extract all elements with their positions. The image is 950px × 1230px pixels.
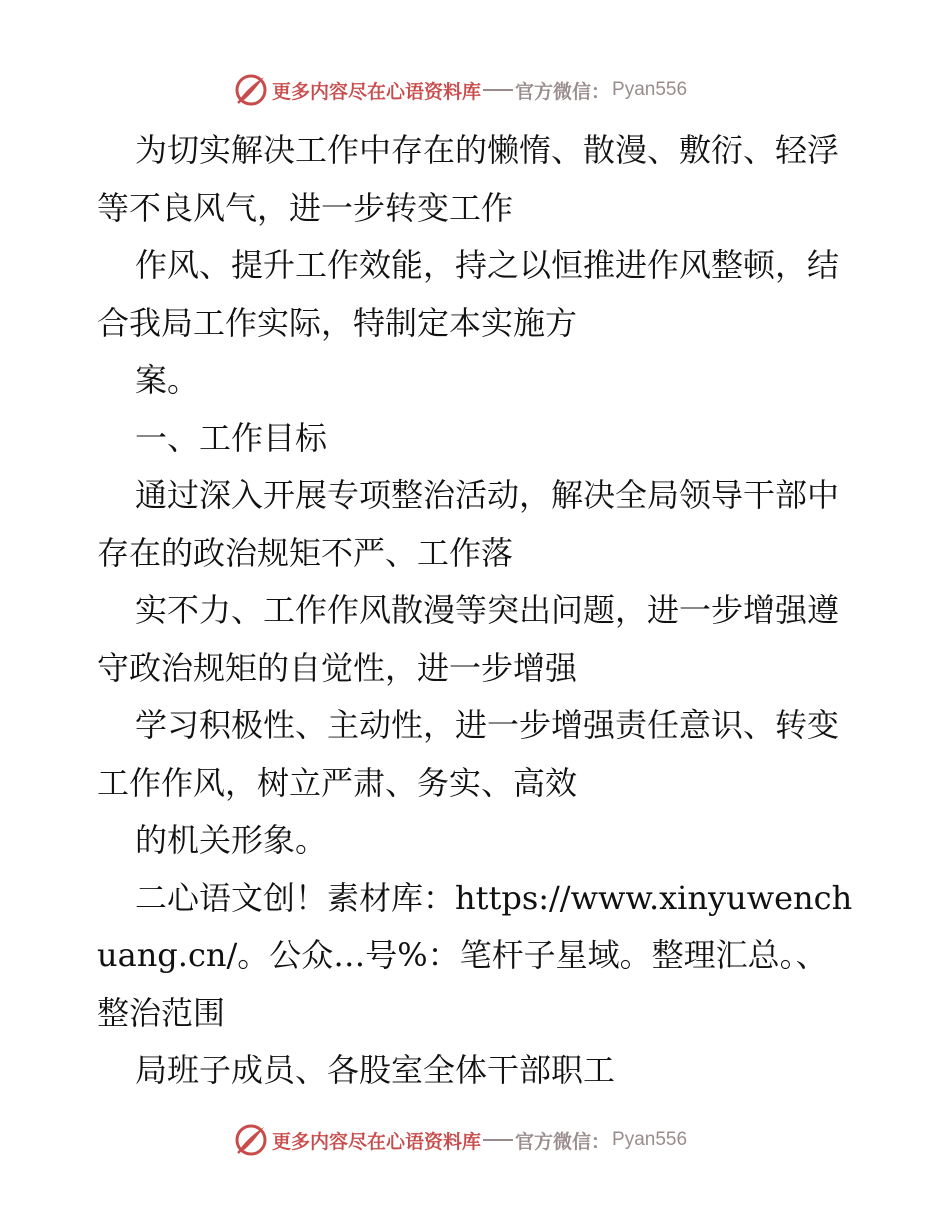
banner-dash xyxy=(483,1139,513,1141)
banner-wechat-label: 官方微信： xyxy=(515,1130,611,1153)
banner-wechat-label: 官方微信： xyxy=(515,80,611,103)
paragraph: 通过深入开展专项整治活动，解决全局领导干部中存在的政治规矩不严、工作落 xyxy=(97,476,840,572)
header-banner xyxy=(234,72,687,108)
footer-banner xyxy=(234,1122,687,1158)
banner-wechat-id: Pyan556 xyxy=(612,1129,688,1150)
section-heading: 一、工作目标 xyxy=(135,418,328,457)
banner-title: 更多内容尽在心语资料库 xyxy=(272,80,482,103)
quill-logo-icon xyxy=(234,1123,268,1157)
document-body xyxy=(97,122,857,1100)
paragraph: 学习积极性、主动性，进一步增强责任意识、转变工作作风，树立严肃、务实、高效 xyxy=(97,706,840,802)
banner-wechat-id: Pyan556 xyxy=(612,79,688,100)
banner-title: 更多内容尽在心语资料库 xyxy=(272,1130,482,1153)
paragraph: 局班子成员、各股室全体干部职工 xyxy=(135,1051,616,1089)
paragraph: 实不力、工作作风散漫等突出问题，进一步增强遵守政治规矩的自觉性，进一步增强 xyxy=(97,591,840,687)
paragraph: 为切实解决工作中存在的懒惰、散漫、敷衍、轻浮等不良风气，进一步转变工作 xyxy=(97,131,840,227)
paragraph: 的机关形象。 xyxy=(135,821,328,859)
paragraph: 作风、提升工作效能，持之以恒推进作风整顿，结合我局工作实际，特制定本实施方 xyxy=(97,246,840,342)
paragraph: 二心语文创！素材库：https://www.xinyuwenchuang.cn/。公众…号%：笔杆子星域。整理汇总。、整治范围 xyxy=(97,878,853,1032)
paragraph: 案。 xyxy=(135,361,200,399)
banner-dash xyxy=(483,89,513,91)
quill-logo-icon xyxy=(234,73,268,107)
